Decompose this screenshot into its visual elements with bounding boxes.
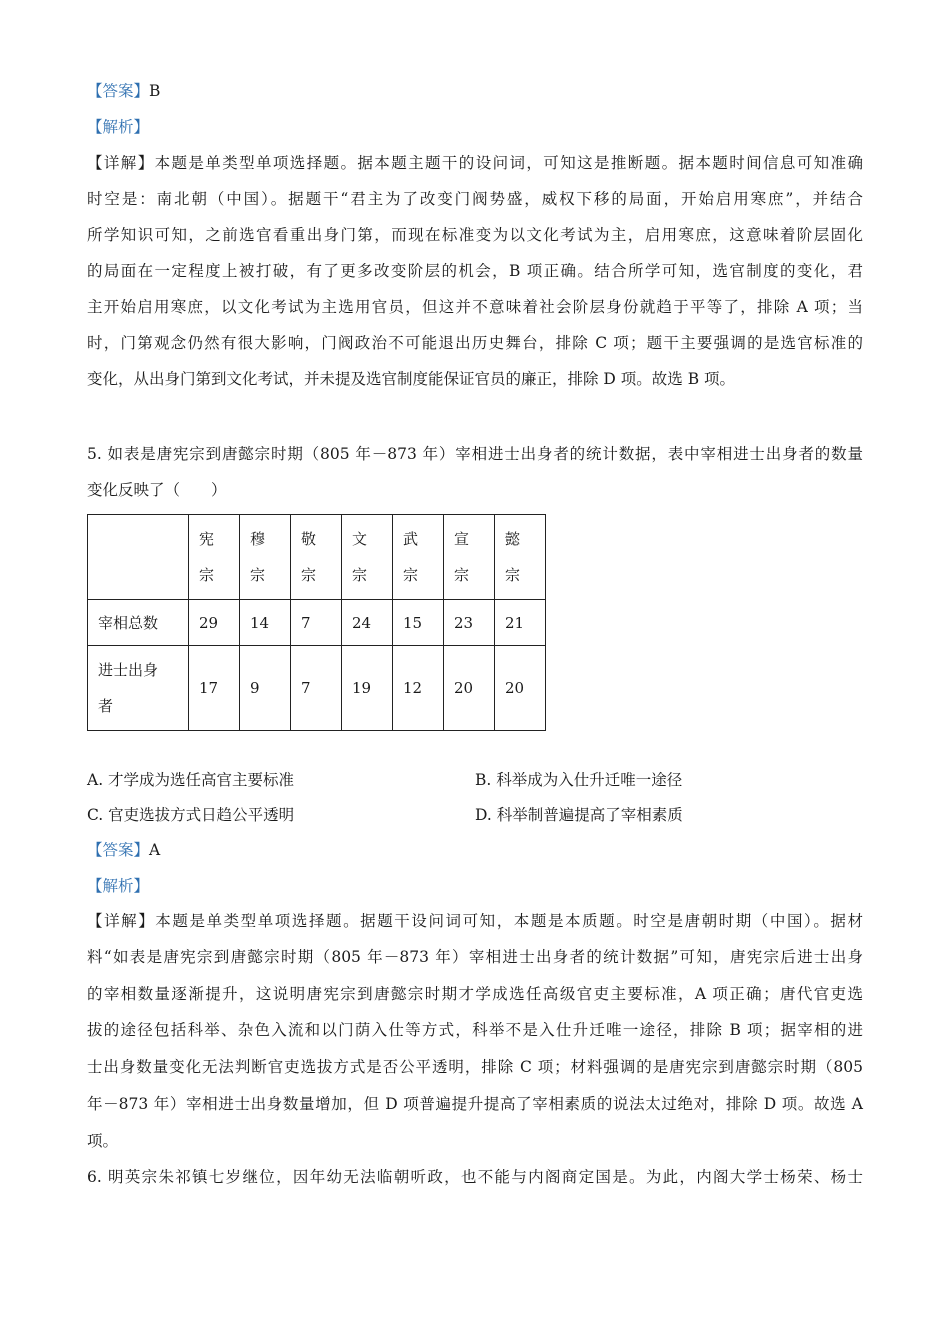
table-row bbox=[88, 646, 546, 731]
q5-option-c: C. 官吏选拔方式日趋公平透明 bbox=[87, 806, 295, 824]
table-cell: 15 bbox=[393, 600, 444, 646]
answer-tag: 【答案】 bbox=[87, 841, 150, 859]
table-header-cell: 文 宗 bbox=[342, 515, 393, 600]
table-header-cell: 懿 宗 bbox=[495, 515, 546, 600]
q4-detail-line: 主开始启用寒庶，以文化考试为主选用官员，但这并不意味着社会阶层身份就趋于平等了，排除 A 项；当 bbox=[87, 298, 863, 316]
table-row-label: 进士出身 者 bbox=[88, 646, 189, 731]
q5-detail-line: 料“如表是唐宪宗到唐懿宗时期（805 年－873 年）宰相进士出身者的统计数据”可知，唐宪宗后进士出身 bbox=[87, 948, 863, 966]
table-corner-cell bbox=[88, 515, 189, 600]
answer-value: A bbox=[149, 841, 161, 859]
q5-detail-line: 士出身数量变化无法判断官吏选拔方式是否公平透明，排除 C 项；材料强调的是唐宪宗到唐懿宗时期（805 bbox=[87, 1058, 863, 1076]
table-cell: 14 bbox=[240, 600, 291, 646]
q5-data-table bbox=[87, 514, 546, 731]
detail-text: 本题是单类型单项选择题。据题干设问词可知，本题是本质题。时空是唐朝时期（中国）。据材 bbox=[155, 912, 863, 930]
table-row-label: 宰相总数 bbox=[88, 600, 189, 646]
q5-stem-line: 变化反映了（ ） bbox=[87, 481, 227, 499]
q5-detail-line: 的宰相数量逐渐提升，这说明唐宪宗到唐懿宗时期才学成选任高级官吏主要标准，A 项正确；唐代官吏选 bbox=[87, 985, 863, 1003]
table-header-row bbox=[88, 515, 546, 600]
table-header-cell: 宣 宗 bbox=[444, 515, 495, 600]
q5-analysis-tag: 【解析】 bbox=[87, 877, 150, 895]
q5-option-b: B. 科举成为入仕升迁唯一途径 bbox=[475, 771, 683, 789]
table-cell: 7 bbox=[291, 600, 342, 646]
table-cell: 20 bbox=[444, 646, 495, 731]
table-cell: 17 bbox=[189, 646, 240, 731]
table-header-cell: 宪 宗 bbox=[189, 515, 240, 600]
table-cell: 7 bbox=[291, 646, 342, 731]
q5-detail-line: 年－873 年）宰相进士出身数量增加，但 D 项普遍提升提高了宰相素质的说法太过绝对，排除 D 项。故选 A bbox=[87, 1095, 863, 1113]
q4-analysis-tag: 【解析】 bbox=[87, 118, 150, 136]
table-cell: 24 bbox=[342, 600, 393, 646]
table-cell: 21 bbox=[495, 600, 546, 646]
q4-detail-line: 所学知识可知，之前选官看重出身门第，而现在标准变为以文化考试为主，启用寒庶，这意味着阶层固化 bbox=[87, 226, 863, 244]
q5-answer bbox=[87, 840, 863, 860]
q4-detail-line: 时空是：南北朝（中国）。据题干“君主为了改变门阀势盛，威权下移的局面，开始启用寒庶”，并结合 bbox=[87, 190, 863, 208]
detail-text: 本题是单类型单项选择题。据本题主题干的设问词，可知这是推断题。据本题时间信息可知准确 bbox=[154, 154, 863, 172]
q5-detail-line bbox=[87, 911, 863, 931]
q4-detail-line bbox=[87, 153, 863, 173]
table-cell: 9 bbox=[240, 646, 291, 731]
q5-option-d: D. 科举制普遍提高了宰相素质 bbox=[475, 806, 683, 824]
q5-detail-line: 项。 bbox=[87, 1132, 119, 1150]
answer-value: B bbox=[149, 82, 161, 100]
q4-detail-line: 时，门第观念仍然有很大影响，门阀政治不可能退出历史舞台，排除 C 项；题干主要强调的是选官标准的 bbox=[87, 334, 863, 352]
table-header-cell: 穆 宗 bbox=[240, 515, 291, 600]
q5-option-a: A. 才学成为选任高官主要标准 bbox=[87, 771, 295, 789]
q4-answer bbox=[87, 81, 863, 101]
q5-detail-line: 拔的途径包括科举、杂色入流和以门荫入仕等方式，科举不是入仕升迁唯一途径，排除 B 项；据宰相的进 bbox=[87, 1021, 863, 1039]
table-cell: 19 bbox=[342, 646, 393, 731]
answer-tag: 【答案】 bbox=[87, 82, 150, 100]
table-header-cell: 敬 宗 bbox=[291, 515, 342, 600]
detail-tag: 【详解】 bbox=[87, 154, 155, 172]
q6-stem-line: 6. 明英宗朱祁镇七岁继位，因年幼无法临朝听政，也不能与内阁商定国是。为此，内阁大学士杨荣、杨士 bbox=[87, 1168, 863, 1186]
table-cell: 20 bbox=[495, 646, 546, 731]
detail-tag: 【详解】 bbox=[87, 912, 156, 930]
table-cell: 29 bbox=[189, 600, 240, 646]
table-row bbox=[88, 600, 546, 646]
table-header-cell: 武 宗 bbox=[393, 515, 444, 600]
q4-detail-line: 的局面在一定程度上被打破，有了更多改变阶层的机会，B 项正确。结合所学可知，选官制度的变化，君 bbox=[87, 262, 863, 280]
q5-stem-line: 5. 如表是唐宪宗到唐懿宗时期（805 年－873 年）宰相进士出身者的统计数据，表中宰相进士出身者的数量 bbox=[87, 445, 863, 463]
q4-detail-line: 变化，从出身门第到文化考试，并未提及选官制度能保证官员的廉正，排除 D 项。故选 B 项。 bbox=[87, 370, 736, 388]
table-cell: 12 bbox=[393, 646, 444, 731]
table-cell: 23 bbox=[444, 600, 495, 646]
